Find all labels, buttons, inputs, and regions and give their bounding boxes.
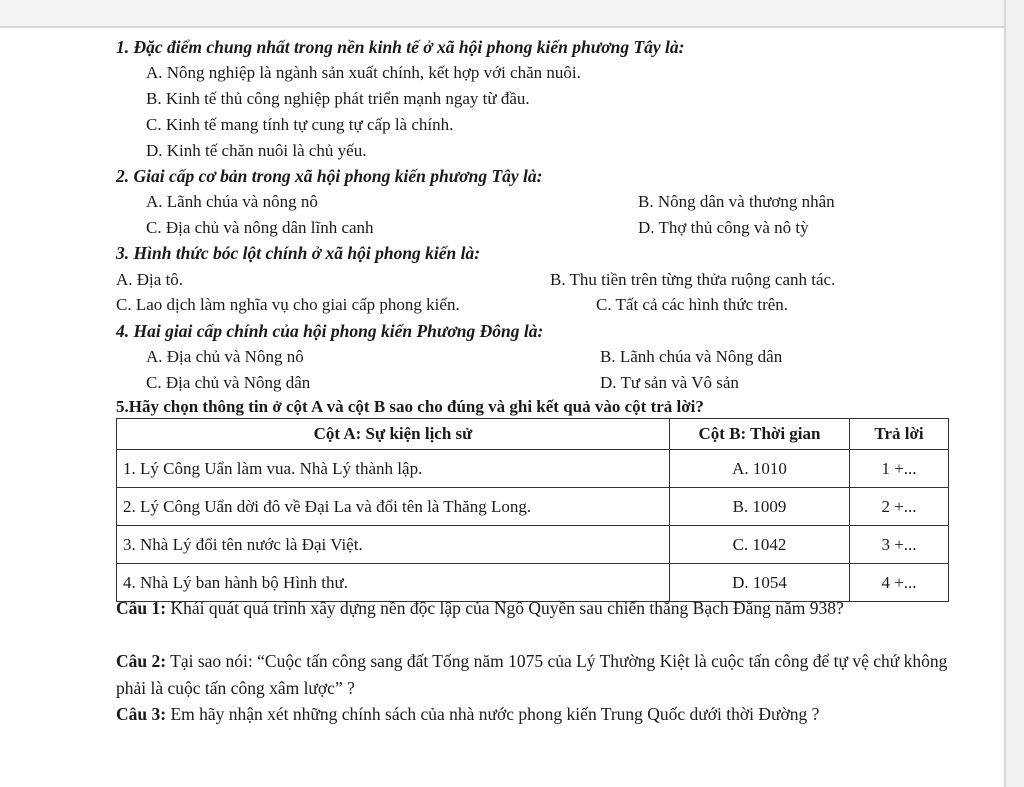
q3-option-a: A. Địa tô. bbox=[116, 270, 184, 289]
essay-text-1: Khái quát quá trình xây dựng nền độc lập của Ngô Quyền sau chiến thắng Bạch Đằng năm 938? bbox=[166, 598, 844, 618]
time-cell: C. 1042 bbox=[670, 526, 850, 564]
table-row bbox=[117, 488, 949, 526]
table-row bbox=[117, 526, 949, 564]
header-column-a: Cột A: Sự kiện lịch sử bbox=[117, 419, 670, 450]
question-3-title: 3. Hình thức bóc lột chính ở xã hội phong kiến là: bbox=[116, 243, 481, 263]
event-cell: 3. Nhà Lý đổi tên nước là Đại Việt. bbox=[117, 526, 670, 564]
time-cell: D. 1054 bbox=[670, 564, 850, 602]
answer-cell: 1 +... bbox=[850, 450, 949, 488]
answer-cell: 4 +... bbox=[850, 564, 949, 602]
essay-label-1: Câu 1: bbox=[116, 598, 167, 618]
header-answer: Trả lời bbox=[850, 419, 949, 450]
q2-option-d: D. Thợ thủ công và nô tỳ bbox=[638, 218, 809, 237]
vertical-scrollbar[interactable] bbox=[1004, 0, 1024, 787]
q1-option-a: A. Nông nghiệp là ngành sản xuất chính, kết hợp với chăn nuôi. bbox=[146, 63, 581, 82]
q4-option-d: D. Tư sản và Vô sản bbox=[600, 373, 739, 392]
q3-option-b: B. Thu tiền trên từng thửa ruộng canh tác. bbox=[550, 270, 836, 289]
question-2-title: 2. Giai cấp cơ bản trong xã hội phong kiến phương Tây là: bbox=[116, 166, 543, 186]
event-cell: 1. Lý Công Uẩn làm vua. Nhà Lý thành lập. bbox=[117, 450, 670, 488]
table-header-row bbox=[117, 419, 949, 450]
top-toolbar bbox=[0, 0, 1024, 28]
question-5-title: 5.Hãy chọn thông tin ở cột A và cột B sao cho đúng và ghi kết quả vào cột trả lời? bbox=[116, 397, 704, 416]
question-1-title: 1. Đặc điểm chung nhất trong nền kinh tế ở xã hội phong kiến phương Tây là: bbox=[116, 37, 685, 57]
matching-table bbox=[116, 418, 949, 602]
table-row bbox=[117, 450, 949, 488]
essay-label-2: Câu 2: bbox=[116, 651, 167, 671]
q1-option-b: B. Kinh tế thủ công nghiệp phát triển mạnh ngay từ đầu. bbox=[146, 89, 530, 108]
essay-label-3: Câu 3: bbox=[116, 704, 167, 724]
q4-option-c: C. Địa chủ và Nông dân bbox=[146, 373, 311, 392]
q3-option-d: C. Tất cả các hình thức trên. bbox=[596, 295, 789, 314]
answer-cell: 3 +... bbox=[850, 526, 949, 564]
essay-question-1 bbox=[116, 595, 954, 622]
q2-option-c: C. Địa chủ và nông dân lĩnh canh bbox=[146, 218, 374, 237]
q4-option-b: B. Lãnh chúa và Nông dân bbox=[600, 347, 783, 366]
document-page bbox=[110, 32, 958, 787]
q3-option-c: C. Lao dịch làm nghĩa vụ cho giai cấp phong kiến. bbox=[116, 295, 460, 314]
event-cell: 4. Nhà Lý ban hành bộ Hình thư. bbox=[117, 564, 670, 602]
question-4-title: 4. Hai giai cấp chính của hội phong kiến Phương Đông là: bbox=[116, 321, 544, 341]
q2-option-b: B. Nông dân và thương nhân bbox=[638, 192, 835, 211]
essay-text-2: Tại sao nói: “Cuộc tấn công sang đất Tống năm 1075 của Lý Thường Kiệt là cuộc tấn công để tự vệ chứ không phải là cuộc tấn công xâm lược” ? bbox=[116, 651, 948, 698]
time-cell: B. 1009 bbox=[670, 488, 850, 526]
q4-option-a: A. Địa chủ và Nông nô bbox=[146, 347, 304, 366]
q1-option-d: D. Kinh tế chăn nuôi là chủ yếu. bbox=[146, 141, 367, 160]
header-column-b: Cột B: Thời gian bbox=[670, 419, 850, 450]
q1-option-c: C. Kinh tế mang tính tự cung tự cấp là chính. bbox=[146, 115, 454, 134]
q2-option-a: A. Lãnh chúa và nông nô bbox=[146, 192, 318, 211]
essay-question-3 bbox=[116, 701, 954, 728]
event-cell: 2. Lý Công Uẩn dời đô về Đại La và đổi tên là Thăng Long. bbox=[117, 488, 670, 526]
time-cell: A. 1010 bbox=[670, 450, 850, 488]
answer-cell: 2 +... bbox=[850, 488, 949, 526]
essay-text-3: Em hãy nhận xét những chính sách của nhà nước phong kiến Trung Quốc dưới thời Đường ? bbox=[166, 704, 820, 724]
essay-question-2 bbox=[116, 648, 954, 702]
